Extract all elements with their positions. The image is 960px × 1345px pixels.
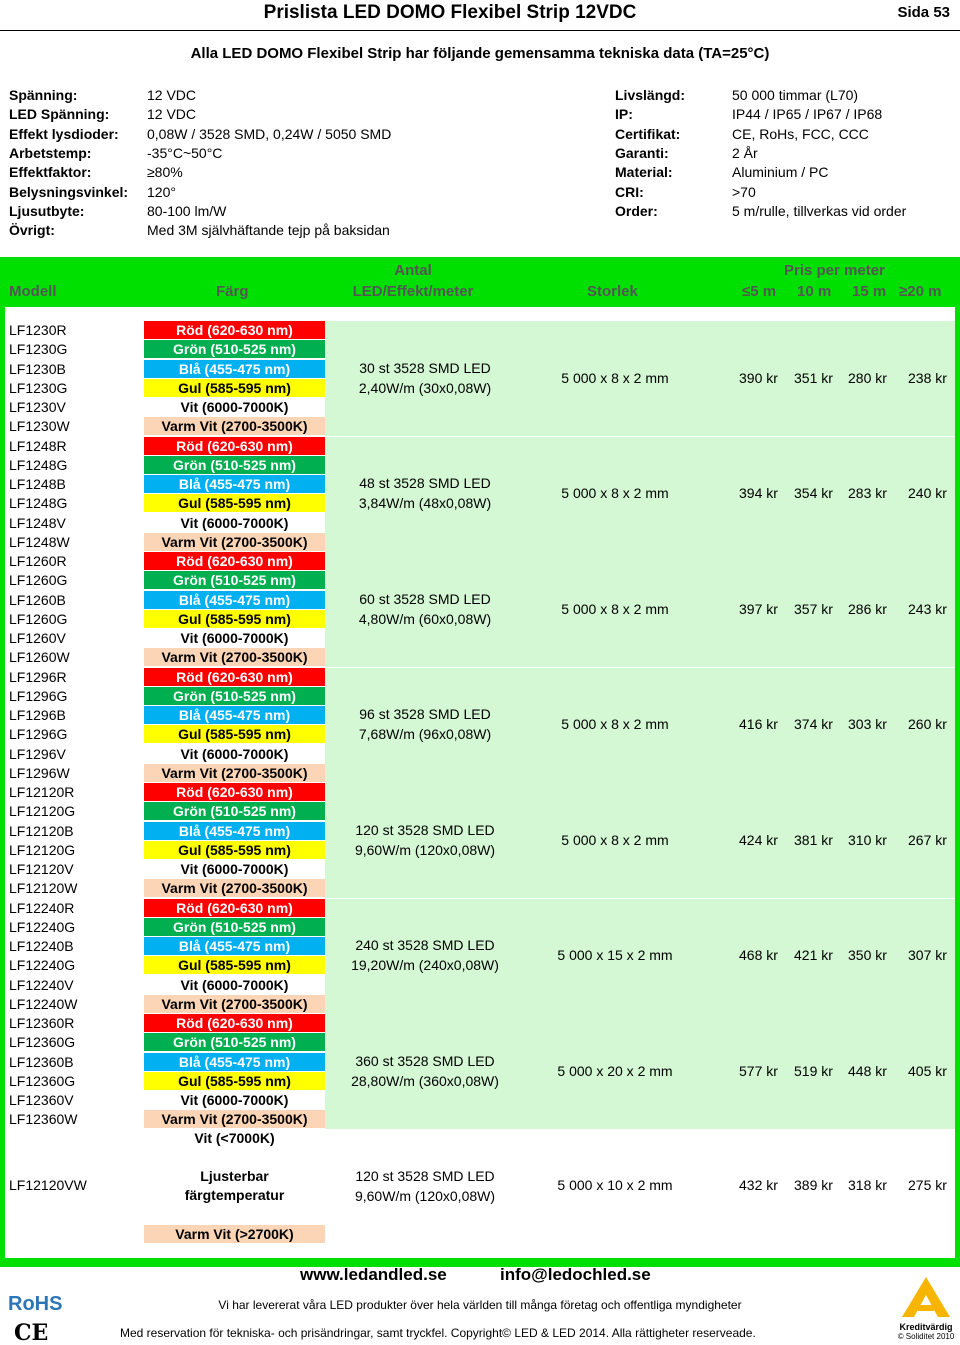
led-count: 30 st 3528 SMD LED <box>359 359 491 376</box>
vw-price-20m: 275 kr <box>908 1177 947 1193</box>
model-cell: LF1260W <box>9 649 70 666</box>
price-20m: 307 kr <box>908 947 947 964</box>
price-15m: 286 kr <box>848 600 887 617</box>
footer-line-2: Med reservation för tekniska- och prisändringar, samt tryckfel. Copyright© LED & LED 2014. Alla rättigheter reserveade. <box>120 1326 756 1340</box>
badge-text: Kreditvärdig <box>899 1322 953 1332</box>
rohs-logo: RoHS <box>8 1293 63 1315</box>
color-cell: Grön (510-525 nm) <box>144 802 325 820</box>
size-cell: 5 000 x 20 x 2 mm <box>557 1062 673 1079</box>
spec-label: Effektfaktor: <box>9 164 92 181</box>
model-cell: LF12360W <box>9 1111 78 1128</box>
vw-warm-cell: Varm Vit (>2700K) <box>144 1225 325 1243</box>
price-10m: 351 kr <box>794 369 833 386</box>
spec-value: IP44 / IP65 / IP67 / IP68 <box>732 106 883 123</box>
footer-line-1: Vi har levererat våra LED produkter över hela världen till många företag och offentliga myndigheter <box>218 1298 742 1312</box>
price-5m: 468 kr <box>739 947 778 964</box>
led-count: 360 st 3528 SMD LED <box>355 1052 495 1069</box>
price-15m: 350 kr <box>848 947 887 964</box>
color-cell: Vit (6000-7000K) <box>144 629 325 647</box>
model-cell: LF1260G <box>9 572 68 589</box>
led-power: 28,80W/m (360x0,08W) <box>351 1072 499 1089</box>
vw-price-15m: 318 kr <box>848 1177 887 1193</box>
spec-value: 80-100 lm/W <box>147 202 227 219</box>
color-cell: Grön (510-525 nm) <box>144 1033 325 1051</box>
model-cell: LF1296V <box>9 745 66 762</box>
model-cell: LF1230R <box>9 322 67 338</box>
model-cell: LF12240R <box>9 899 75 916</box>
model-cell: LF12240W <box>9 995 78 1012</box>
color-cell: Röd (620-630 nm) <box>144 437 325 455</box>
col-header-5m: ≤5 m <box>742 283 777 300</box>
color-cell: Röd (620-630 nm) <box>144 552 325 570</box>
spec-label: Effekt lysdioder: <box>9 125 119 142</box>
color-cell: Gul (585-595 nm) <box>144 956 325 974</box>
color-cell: Blå (455-475 nm) <box>144 937 325 955</box>
price-15m: 448 kr <box>848 1062 887 1079</box>
model-cell: LF1260R <box>9 553 67 569</box>
page-title: Prislista LED DOMO Flexibel Strip 12VDC <box>263 2 637 23</box>
color-cell: Vit (6000-7000K) <box>144 745 325 763</box>
price-10m: 374 kr <box>794 716 833 733</box>
page-subtitle: Alla LED DOMO Flexibel Strip har följande gemensamma tekniska data (TA=25°C) <box>190 45 770 62</box>
price-20m: 405 kr <box>908 1062 947 1079</box>
color-cell: Röd (620-630 nm) <box>144 783 325 801</box>
model-cell: LF1248V <box>9 514 66 531</box>
model-cell: LF1296G <box>9 726 68 743</box>
color-cell: Varm Vit (2700-3500K) <box>144 764 325 782</box>
ce-mark-icon: CE <box>14 1320 49 1345</box>
color-cell: Gul (585-595 nm) <box>144 841 325 859</box>
model-cell: LF1296G <box>9 687 68 704</box>
color-cell: Vit (6000-7000K) <box>144 860 325 878</box>
color-cell: Blå (455-475 nm) <box>144 1053 325 1071</box>
color-cell: Blå (455-475 nm) <box>144 591 325 609</box>
spec-value: 12 VDC <box>147 87 197 103</box>
model-cell: LF1230V <box>9 399 66 415</box>
color-cell: Blå (455-475 nm) <box>144 360 325 378</box>
model-cell: LF12240G <box>9 918 76 935</box>
model-cell: LF1260V <box>9 630 66 646</box>
model-cell: LF12120B <box>9 822 74 839</box>
price-5m: 577 kr <box>739 1062 778 1079</box>
price-5m: 394 kr <box>739 485 778 502</box>
size-cell: 5 000 x 8 x 2 mm <box>561 716 669 733</box>
model-cell: LF1260B <box>9 591 66 608</box>
color-cell: Vit (6000-7000K) <box>144 1091 325 1109</box>
model-cell: LF1296R <box>9 668 67 685</box>
color-cell: Röd (620-630 nm) <box>144 321 325 339</box>
led-power: 9,60W/m (120x0,08W) <box>354 841 496 858</box>
price-5m: 424 kr <box>739 831 778 848</box>
color-cell: Varm Vit (2700-3500K) <box>144 879 325 897</box>
vw-size: 5 000 x 10 x 2 mm <box>557 1177 673 1193</box>
vw-model: LF12120VW <box>9 1177 87 1193</box>
model-cell: LF12120G <box>9 841 76 858</box>
size-cell: 5 000 x 8 x 2 mm <box>561 831 669 848</box>
price-20m: 238 kr <box>908 369 947 386</box>
model-cell: LF12360V <box>9 1092 74 1108</box>
led-count: 96 st 3528 SMD LED <box>359 706 491 723</box>
color-cell: Gul (585-595 nm) <box>144 494 325 512</box>
col-header-antal: Antal <box>394 262 432 279</box>
price-10m: 357 kr <box>794 600 833 617</box>
spec-label: Arbetstemp: <box>9 144 92 161</box>
price-15m: 303 kr <box>848 716 887 733</box>
kreditvardig-badge <box>896 1275 956 1343</box>
color-cell: Gul (585-595 nm) <box>144 610 325 628</box>
model-cell: LF1248G <box>9 456 68 473</box>
price-20m: 240 kr <box>908 485 947 502</box>
model-cell: LF12120W <box>9 880 78 897</box>
price-10m: 354 kr <box>794 485 833 502</box>
size-cell: 5 000 x 8 x 2 mm <box>561 600 669 617</box>
color-cell: Varm Vit (2700-3500K) <box>144 533 325 551</box>
spec-label: LED Spänning: <box>9 106 110 123</box>
model-cell: LF1296B <box>9 707 66 723</box>
led-power: 2,40W/m (30x0,08W) <box>358 379 492 396</box>
spec-value: 120° <box>147 183 176 200</box>
spec-label: Livslängd: <box>615 87 686 103</box>
model-cell: LF1230G <box>9 341 68 358</box>
footer-email-link[interactable]: info@ledochled.se <box>500 1265 651 1284</box>
spec-label: Certifikat: <box>615 125 681 142</box>
model-cell: LF1230G <box>9 379 68 396</box>
vw-led-count: 120 st 3528 SMD LED <box>355 1168 495 1184</box>
footer-website-link[interactable]: www.ledandled.se <box>300 1265 447 1284</box>
price-5m: 390 kr <box>739 369 778 386</box>
color-cell: Grön (510-525 nm) <box>144 456 325 474</box>
spec-label: IP: <box>615 106 633 123</box>
price-15m: 280 kr <box>848 369 887 386</box>
model-cell: LF12120R <box>9 784 75 800</box>
spec-value: 5 m/rulle, tillverkas vid order <box>732 202 907 219</box>
spec-label: Ljusutbyte: <box>9 202 85 219</box>
spec-label: Spänning: <box>9 87 78 103</box>
price-20m: 267 kr <box>908 831 947 848</box>
color-cell: Gul (585-595 nm) <box>144 1072 325 1090</box>
spec-value: -35°C~50°C <box>147 144 223 161</box>
badge-year: © Soliditet 2010 <box>897 1332 955 1341</box>
col-header-pris: Pris per meter <box>784 262 885 279</box>
price-15m: 283 kr <box>848 485 887 502</box>
model-cell: LF12360G <box>9 1034 76 1051</box>
spec-value: 50 000 timmar (L70) <box>732 87 859 103</box>
color-cell: Grön (510-525 nm) <box>144 340 325 358</box>
color-cell: Blå (455-475 nm) <box>144 706 325 724</box>
col-header-storlek: Storlek <box>587 283 638 300</box>
size-cell: 5 000 x 8 x 2 mm <box>561 485 669 502</box>
price-10m: 381 kr <box>794 831 833 848</box>
col-header-modell: Modell <box>9 283 57 300</box>
model-cell: LF1248B <box>9 476 66 492</box>
col-header-15m: 15 m <box>852 283 887 300</box>
spec-label: Belysningsvinkel: <box>9 183 129 200</box>
model-cell: LF12240V <box>9 976 74 993</box>
color-cell: Varm Vit (2700-3500K) <box>144 995 325 1013</box>
vw-adjust-line1: Ljusterbar <box>200 1168 269 1184</box>
spec-value: ≥80% <box>147 164 183 181</box>
vw-price-10m: 389 kr <box>794 1177 833 1193</box>
model-cell: LF1260G <box>9 610 68 627</box>
col-header-20m: ≥20 m <box>899 283 942 300</box>
spec-value: 12 VDC <box>147 106 197 123</box>
led-count: 240 st 3528 SMD LED <box>355 937 495 954</box>
price-5m: 397 kr <box>739 600 778 617</box>
spec-value: CE, RoHs, FCC, CCC <box>732 125 869 142</box>
col-header-10m: 10 m <box>797 283 832 300</box>
color-cell: Röd (620-630 nm) <box>144 899 325 917</box>
led-count: 60 st 3528 SMD LED <box>359 590 491 607</box>
color-cell: Varm Vit (2700-3500K) <box>144 648 325 666</box>
vw-led-power: 9,60W/m (120x0,08W) <box>354 1188 496 1204</box>
model-cell: LF12360G <box>9 1072 76 1089</box>
vw-price-5m: 432 kr <box>739 1177 778 1193</box>
spec-label: Övrigt: <box>9 222 55 239</box>
spec-value: Med 3M självhäftande tejp på baksidan <box>147 222 390 239</box>
spec-value: Aluminium / PC <box>732 164 829 181</box>
model-cell: LF1296W <box>9 764 70 781</box>
kreditvardig-a-icon <box>896 1275 956 1319</box>
color-cell: Varm Vit (2700-3500K) <box>144 417 325 435</box>
color-cell: Vit (6000-7000K) <box>144 514 325 532</box>
col-header-farg: Färg <box>216 283 249 300</box>
color-cell: Varm Vit (2700-3500K) <box>144 1110 325 1128</box>
price-15m: 310 kr <box>848 831 887 848</box>
color-cell: Gul (585-595 nm) <box>144 725 325 743</box>
color-cell: Grön (510-525 nm) <box>144 571 325 589</box>
model-cell: LF12360R <box>9 1015 75 1031</box>
col-header-led: LED/Effekt/meter <box>352 283 474 300</box>
spec-value: 0,08W / 3528 SMD, 0,24W / 5050 SMD <box>147 125 392 142</box>
spec-value: 2 År <box>732 144 758 161</box>
vw-adjust-line2: färgtemperatur <box>184 1187 285 1203</box>
led-power: 19,20W/m (240x0,08W) <box>351 957 499 974</box>
model-cell: LF1230B <box>9 360 66 377</box>
model-cell: LF12120G <box>9 803 76 820</box>
color-cell: Vit (6000-7000K) <box>144 976 325 994</box>
price-5m: 416 kr <box>739 716 778 733</box>
led-count: 120 st 3528 SMD LED <box>355 821 495 838</box>
model-cell: LF1248W <box>9 533 70 550</box>
model-cell: LF1230W <box>9 418 70 435</box>
model-cell: LF12360B <box>9 1053 74 1070</box>
led-power: 3,84W/m (48x0,08W) <box>358 495 492 512</box>
spec-value: >70 <box>732 183 756 200</box>
color-cell: Blå (455-475 nm) <box>144 822 325 840</box>
size-cell: 5 000 x 8 x 2 mm <box>561 369 669 386</box>
price-20m: 243 kr <box>908 600 947 617</box>
price-10m: 519 kr <box>794 1062 833 1079</box>
vw-white-cell: Vit (<7000K) <box>144 1129 325 1147</box>
led-count: 48 st 3528 SMD LED <box>359 475 491 492</box>
model-cell: LF12120V <box>9 861 74 877</box>
size-cell: 5 000 x 15 x 2 mm <box>557 947 673 964</box>
page-number: Sida 53 <box>897 4 950 21</box>
spec-label: Material: <box>615 164 673 181</box>
color-cell: Grön (510-525 nm) <box>144 918 325 936</box>
spec-label: Order: <box>615 202 658 219</box>
model-cell: LF1248R <box>9 437 67 454</box>
model-cell: LF12240G <box>9 957 76 974</box>
header-divider <box>0 30 960 31</box>
spec-label: Garanti: <box>615 144 669 161</box>
color-cell: Gul (585-595 nm) <box>144 379 325 397</box>
model-cell: LF1248G <box>9 495 68 512</box>
model-cell: LF12240B <box>9 938 74 954</box>
led-power: 4,80W/m (60x0,08W) <box>358 610 492 627</box>
price-20m: 260 kr <box>908 716 947 733</box>
spec-label: CRI: <box>615 183 644 200</box>
color-cell: Grön (510-525 nm) <box>144 687 325 705</box>
price-10m: 421 kr <box>794 947 833 964</box>
color-cell: Vit (6000-7000K) <box>144 398 325 416</box>
color-cell: Blå (455-475 nm) <box>144 475 325 493</box>
led-power: 7,68W/m (96x0,08W) <box>358 726 492 743</box>
color-cell: Röd (620-630 nm) <box>144 668 325 686</box>
color-cell: Röd (620-630 nm) <box>144 1014 325 1032</box>
